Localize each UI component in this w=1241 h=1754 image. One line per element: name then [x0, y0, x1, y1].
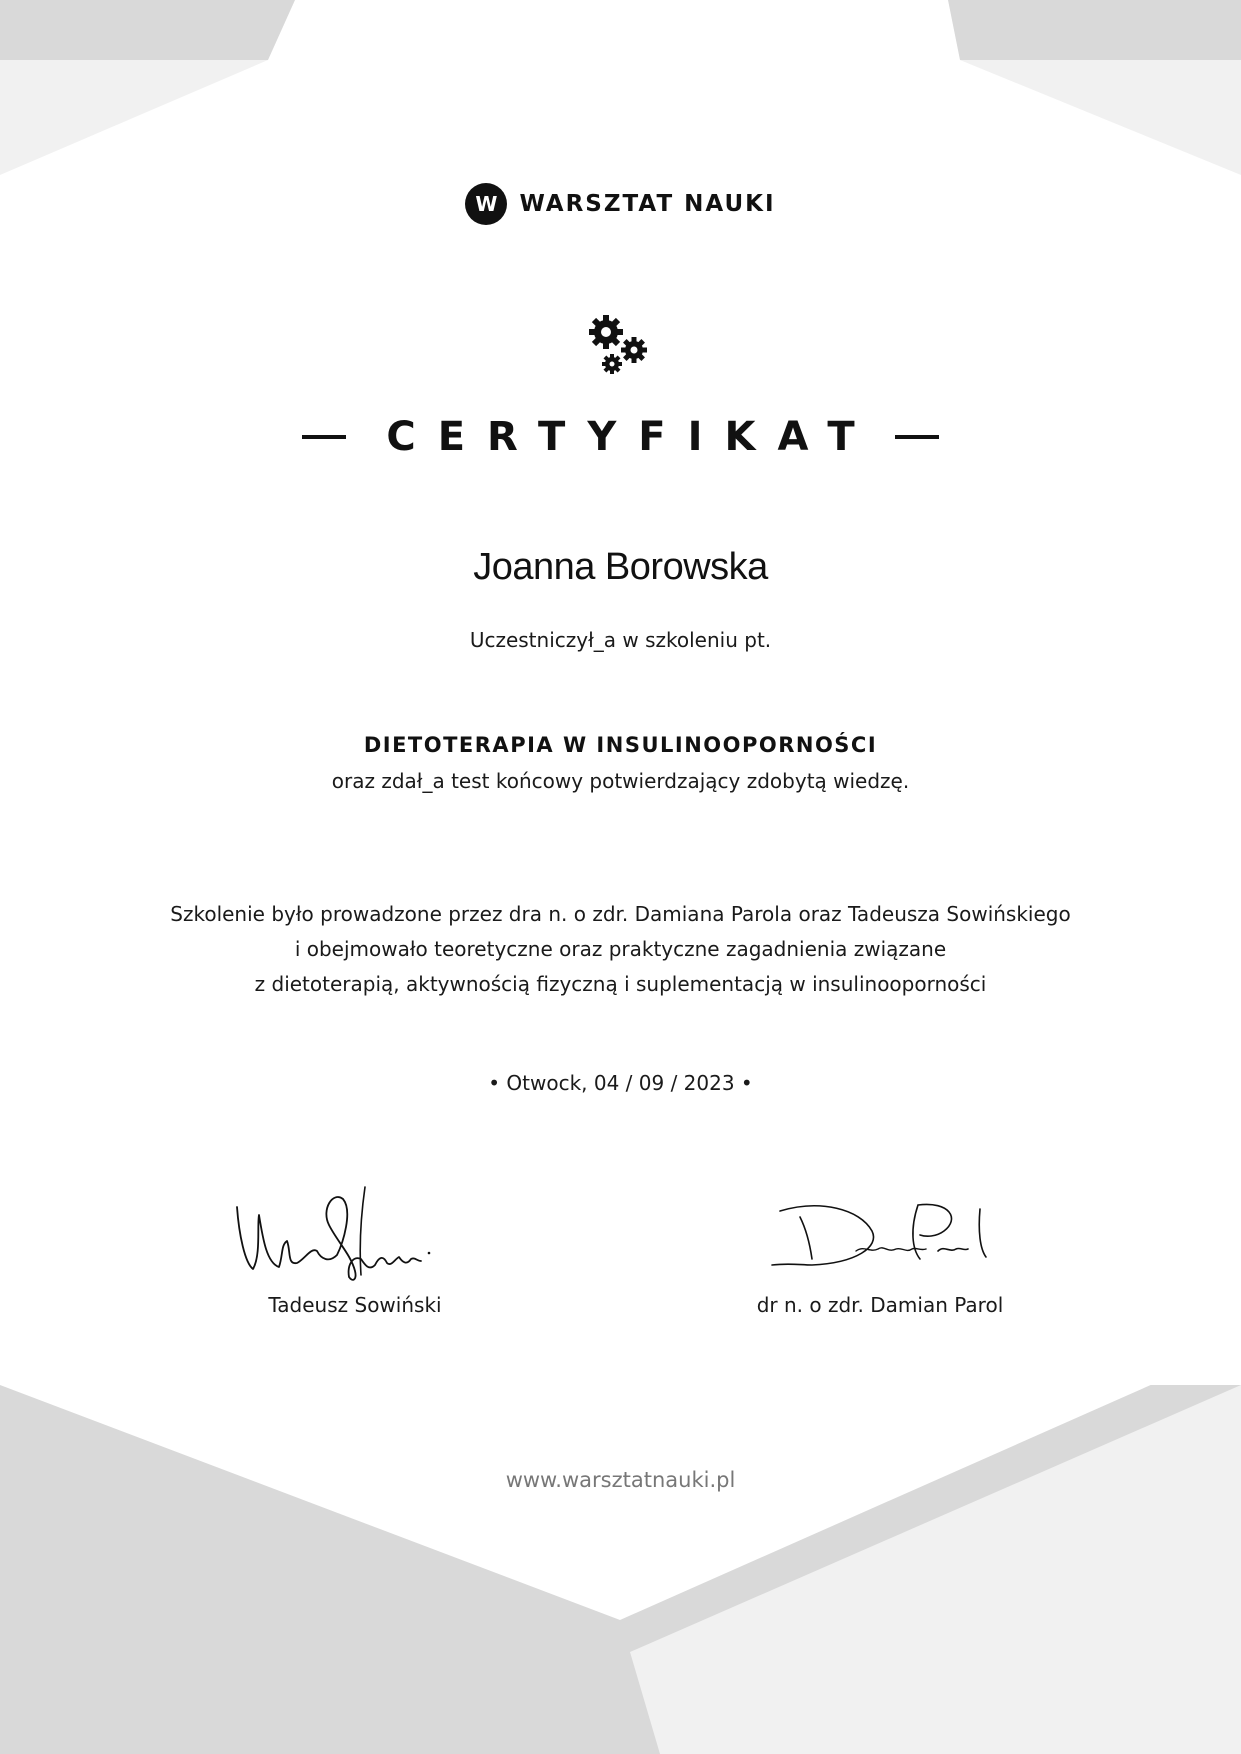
gear-large: [589, 315, 623, 349]
description: [0, 897, 1241, 1002]
passed-text: oraz zdał_a test końcowy potwierdzający zdobytą wiedzę.: [331, 769, 910, 793]
signatory-name: dr n. o zdr. Damian Parol: [756, 1293, 1004, 1317]
signature-parol: [760, 1195, 1000, 1275]
heading-dash-left: [302, 435, 346, 439]
logo-badge: W: [465, 183, 507, 225]
description-line: Szkolenie było prowadzone przez dra n. o zdr. Damiana Parola oraz Tadeusza Sowińskiego: [170, 902, 1071, 926]
course-title: DIETOTERAPIA W INSULINOOPORNOŚCI: [363, 733, 878, 757]
gear-small: [602, 354, 622, 374]
gears-icon: [584, 314, 654, 378]
certificate-heading: [0, 414, 1241, 460]
website-link[interactable]: www.warsztatnauki.pl: [505, 1468, 736, 1492]
description-line: i obejmowało teoretyczne oraz praktyczne zagadnienia związane: [294, 937, 947, 961]
description-line: z dietoterapią, aktywnością fizyczną i suplementacją w insulinooporności: [254, 972, 987, 996]
recipient-name: Joanna Borowska: [473, 546, 768, 588]
intro-text: Uczestniczył_a w szkoleniu pt.: [469, 628, 772, 652]
logo-name: WARSZTAT NAUKI: [519, 191, 776, 217]
signatory-name: Tadeusz Sowiński: [268, 1293, 442, 1317]
signature-sowinski: [225, 1185, 475, 1285]
heading-dash-right: [895, 435, 939, 439]
gear-medium: [621, 337, 647, 363]
place-date: • Otwock, 04 / 09 / 2023 •: [488, 1071, 753, 1095]
certificate-title: CERTYFIKAT: [386, 414, 877, 460]
logo: [0, 183, 1241, 225]
